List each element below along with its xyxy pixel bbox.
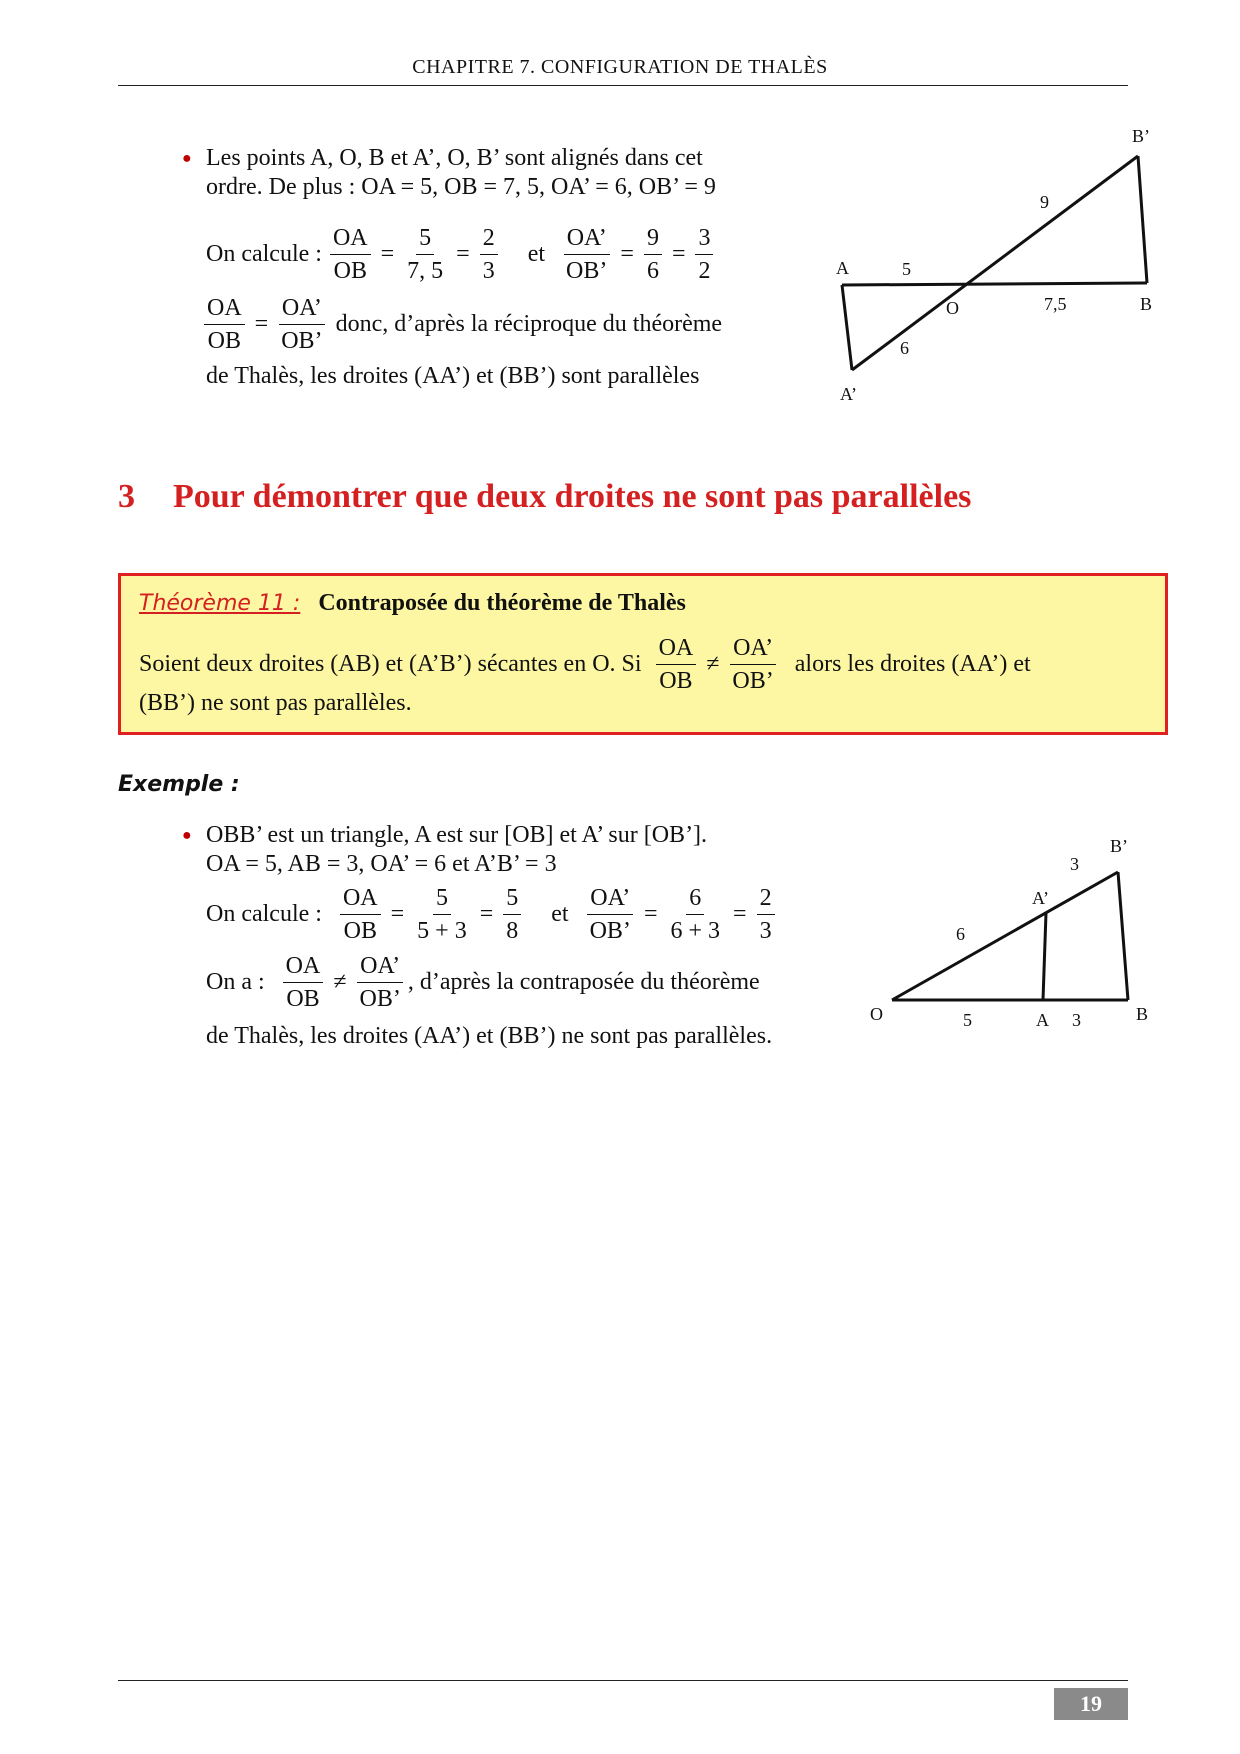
label-o-2: O (870, 1004, 883, 1024)
theorem-title: Contraposée du théorème de Thalès (318, 590, 686, 616)
label-b-2: B (1136, 1004, 1149, 1024)
fraction-oap-obp-3: $\frac{OA’}{OB’}$ (587, 884, 634, 945)
length-oa: 5 (963, 1010, 972, 1030)
section-title (118, 478, 971, 516)
figure-thales-butterfly (820, 120, 1160, 410)
conclusion-text: donc, d’après la réciproque du théorème (335, 311, 723, 337)
fraction-oap-obp-4: $\frac{OA’}{OB’}$ (357, 952, 404, 1013)
label-o: O (946, 298, 959, 318)
example1-conclusion-line2: de Thalès, les droites (AA’) et (BB’) sont parallèles (206, 363, 700, 389)
fraction-6-6p3: $\frac{6}{6 + 3}$ (670, 885, 721, 944)
line-ab (842, 283, 1147, 285)
et-word-2: et (551, 901, 569, 927)
et-word: et (527, 241, 546, 267)
line-ob-prime (892, 872, 1118, 1000)
label-a-2: A (1036, 1010, 1049, 1030)
line-bb-prime (1138, 156, 1147, 283)
fraction-5-8: $\frac{5}{8}$ (503, 884, 521, 945)
theorem-fraction-oap-obp: $\frac{OA’}{OB’}$ (729, 634, 776, 695)
calc-label: On calcule : (206, 241, 322, 267)
footer-rule (118, 1680, 1128, 1681)
theorem-text-after: alors les droites (AA’) et (794, 651, 1031, 677)
example1-line1: Les points A, O, B et A’, O, B’ sont alignés dans cet (206, 145, 703, 171)
example2-line2: OA = 5, AB = 3, OA’ = 6 et A’B’ = 3 (206, 851, 557, 877)
fraction-oa-ob-4: $\frac{OA}{OB}$ (283, 952, 324, 1013)
example1-conclusion: $\frac{OA}{OB}$ = $\frac{OA’}{OB’}$ donc, d’après la réciproque du théorème (204, 294, 722, 355)
label-a-prime: A’ (840, 384, 857, 404)
example2-conclusion-line2: de Thalès, les droites (AA’) et (BB’) ne sont pas parallèles. (206, 1023, 773, 1049)
fraction-5-5p3: $\frac{5}{5 + 3}$ (417, 885, 467, 944)
example1-line2: ordre. De plus : OA = 5, OB = 7, 5, OA’ = 6, OB’ = 9 (206, 174, 716, 200)
length-ob-prime: 9 (1040, 192, 1049, 212)
bullet-icon: ● (182, 150, 192, 167)
fraction-oa-ob-2: $\frac{OA}{OB}$ (204, 294, 245, 355)
header-rule (118, 85, 1128, 86)
section-title-text: Pour démontrer que deux droites ne sont pas parallèles (173, 478, 972, 515)
theorem-box (118, 573, 1168, 735)
label-a: A (836, 258, 849, 278)
label-b-prime-2: B’ (1110, 836, 1128, 856)
theorem-label: Théorème 11 : (139, 591, 301, 616)
fraction-2-3-b: $\frac{2}{3}$ (757, 884, 775, 945)
bullet-icon-2: ● (182, 827, 192, 844)
neq-symbol-2: ≠ (333, 969, 347, 995)
length-oa-prime-2: 6 (956, 924, 965, 944)
example2-calculation: On calcule : $\frac{OA}{OB}$ = $\frac{5}{5 + 3}$ = $\frac{5}{8}$ et $\frac{OA’}{OB’}$ = $\frac{6}{6 + 3}$ = $\frac{2}{3}$ (206, 884, 779, 945)
calc-label-2: On calcule : (206, 901, 322, 927)
figure-thales-triangle (860, 830, 1160, 1040)
length-a-prime-b-prime: 3 (1070, 854, 1079, 874)
label-b: B (1140, 294, 1153, 314)
length-ab: 3 (1072, 1010, 1081, 1030)
label-b-prime: B’ (1132, 126, 1150, 146)
fraction-oa-ob: $\frac{OA}{OB}$ (330, 224, 371, 285)
length-oa-prime: 6 (900, 338, 909, 358)
length-ob: 7,5 (1044, 294, 1067, 314)
chapter-header: CHAPITRE 7. CONFIGURATION DE THALÈS (412, 56, 828, 78)
example2-conclusion (206, 952, 760, 1013)
line-a-prime-b-prime (852, 156, 1138, 370)
ona-label: On a : (206, 969, 265, 995)
fraction-9-6: $\frac{9}{6}$ (644, 224, 662, 285)
fraction-oap-obp: $\frac{OA’}{OB’}$ (563, 224, 610, 285)
line-aa-prime (842, 285, 852, 370)
length-ao: 5 (902, 259, 911, 279)
fraction-2-3: $\frac{2}{3}$ (480, 224, 498, 285)
theorem-fraction-oa-ob: $\frac{OA}{OB}$ (656, 634, 697, 695)
fraction-oap-obp-2: $\frac{OA’}{OB’}$ (278, 294, 325, 355)
fraction-5-75: $\frac{5}{7, 5}$ (407, 225, 444, 284)
page-number: 19 (1054, 1688, 1128, 1720)
example-label: Exemple : (118, 772, 240, 797)
label-a-prime-2: A’ (1032, 888, 1049, 908)
theorem-statement (139, 634, 1031, 695)
theorem-text-before: Soient deux droites (AB) et (A’B’) sécantes en O. Si (139, 651, 642, 677)
theorem-line2: (BB’) ne sont pas parallèles. (139, 690, 412, 716)
section-number: 3 (118, 478, 135, 515)
fraction-oa-ob-3: $\frac{OA}{OB}$ (340, 884, 381, 945)
fraction-3-2: $\frac{3}{2}$ (695, 224, 713, 285)
neq-symbol: ≠ (706, 651, 720, 677)
line-bb-prime-2 (1118, 872, 1128, 1000)
line-aa-prime-2 (1043, 913, 1046, 1000)
conclusion-text-2: , d’après la contraposée du théorème (407, 969, 760, 995)
example2-line1: OBB’ est un triangle, A est sur [OB] et A’ sur [OB’]. (206, 822, 708, 848)
example1-calculation: On calcule : $\frac{OA}{OB}$ = $\frac{5}{7, 5}$ = $\frac{2}{3}$ et $\frac{OA’}{OB’}$ = $\frac{9}{6}$ = $\frac{3}{2}$ (206, 224, 717, 285)
